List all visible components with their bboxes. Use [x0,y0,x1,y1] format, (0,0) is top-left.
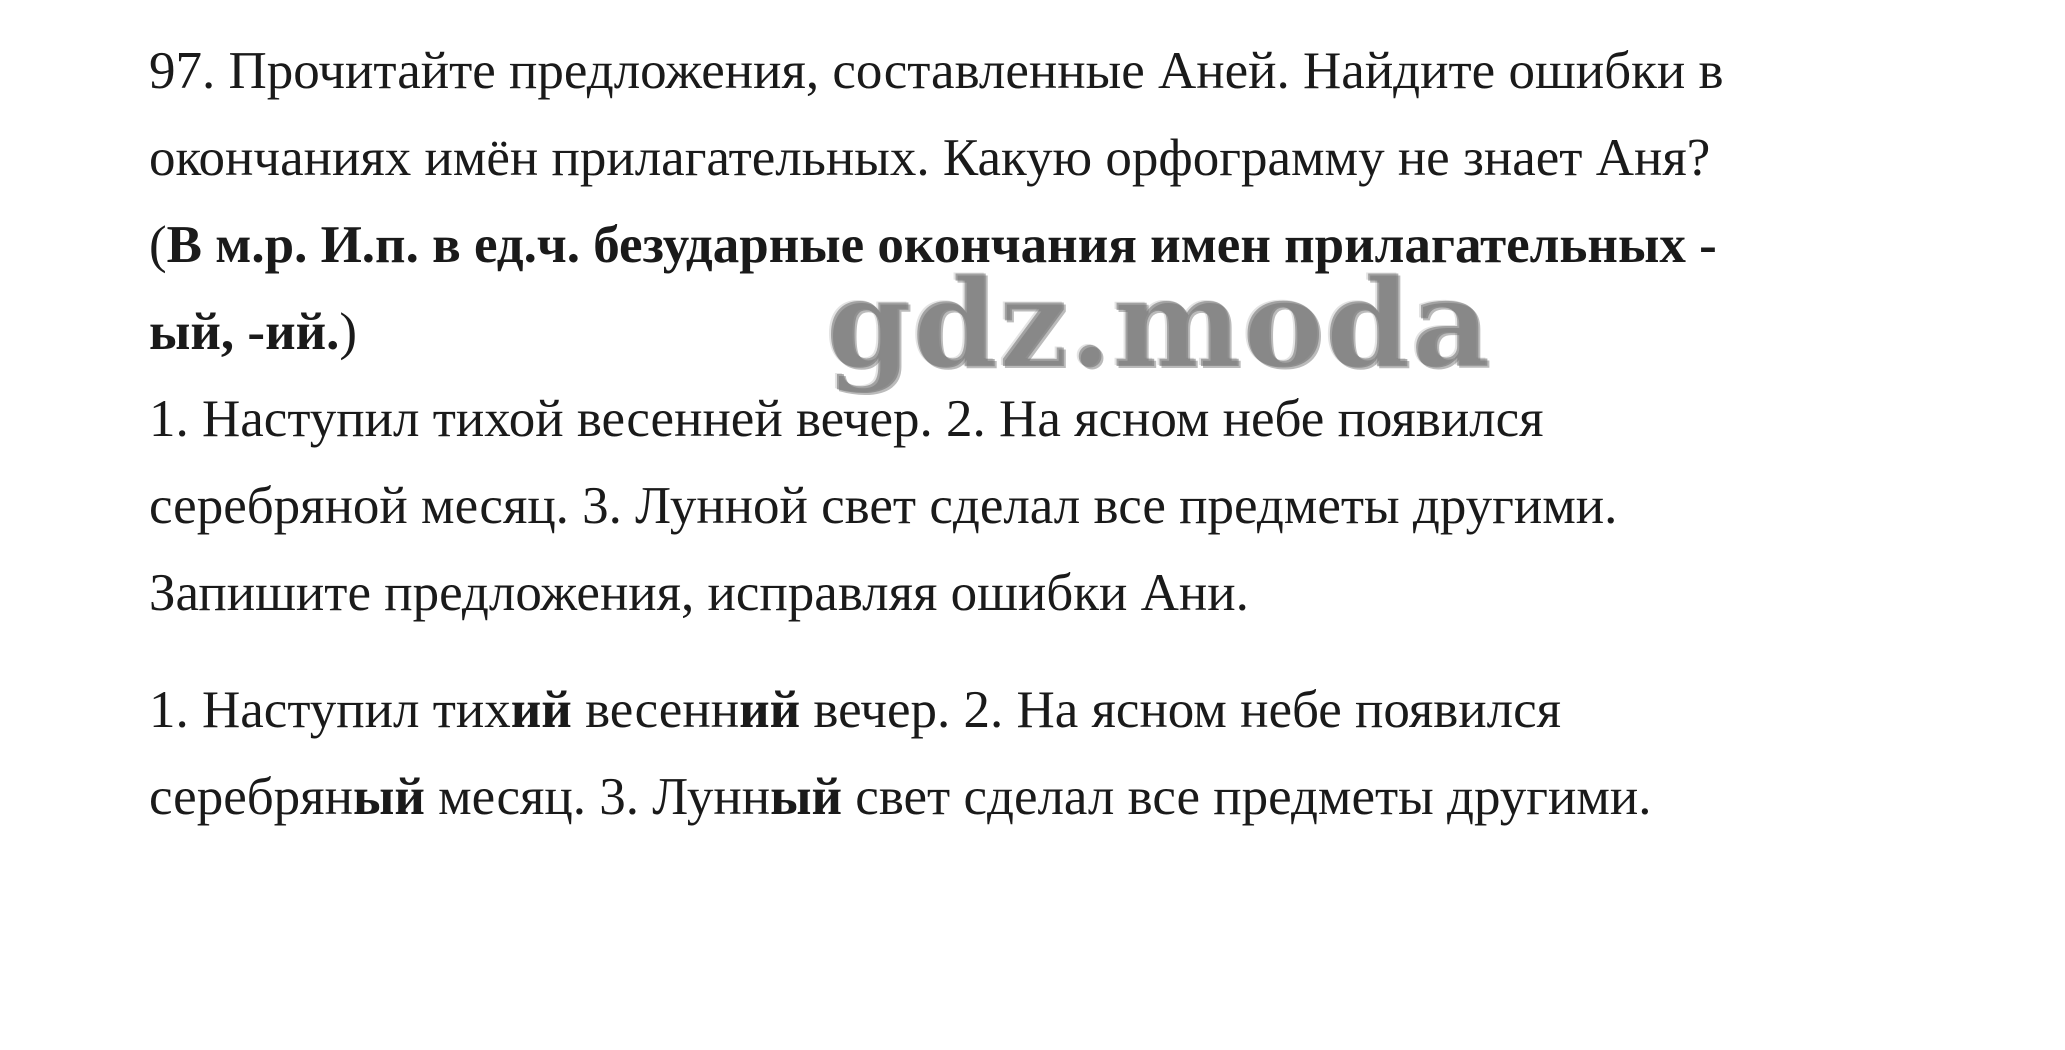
answer-text: месяц. 3. Лунн [424,768,771,826]
corrected-ending: ий [739,681,801,739]
corrected-ending: ый [770,768,843,826]
answer-text: весенн [571,681,740,739]
answer-text: вечер. 2. На ясном небе появился [800,681,1561,739]
exercise-line-2: серебряной месяц. 3. Лунной свет сделал все предметы другими. [149,477,1618,535]
rule-text-2: ый, -ий. [149,303,340,361]
rule-open-paren: ( [149,216,167,274]
answer-text: 1. Наступил тих [149,681,511,739]
answer-line-2 [149,754,1999,841]
answer-text: серебрян [149,768,353,826]
paragraph-gap [149,637,1999,667]
rule-text-1: В м.р. И.п. в ед.ч. безударные окончания имен прилагательных - [166,216,1717,274]
corrected-ending: ий [510,681,572,739]
task-line-1: 97. Прочитайте предложения, составленные Аней. Найдите ошибки в [149,42,1724,100]
task-line-2: окончаниях имён прилагательных. Какую орфограмму не знает Аня? [149,129,1711,187]
rule-close-paren: ) [339,303,358,361]
corrected-ending: ый [352,768,425,826]
answer-text: свет сделал все предметы другими. [842,768,1652,826]
watermark-logo: gdz.moda [826,251,1492,395]
exercise-line-1: 1. Наступил тихой весенней вечер. 2. На ясном небе появился [149,390,1544,448]
exercise-instruction: Запишите предложения, исправляя ошибки Ани. [149,564,1249,622]
answer-line-1 [149,667,1999,754]
document-page [149,28,1999,841]
